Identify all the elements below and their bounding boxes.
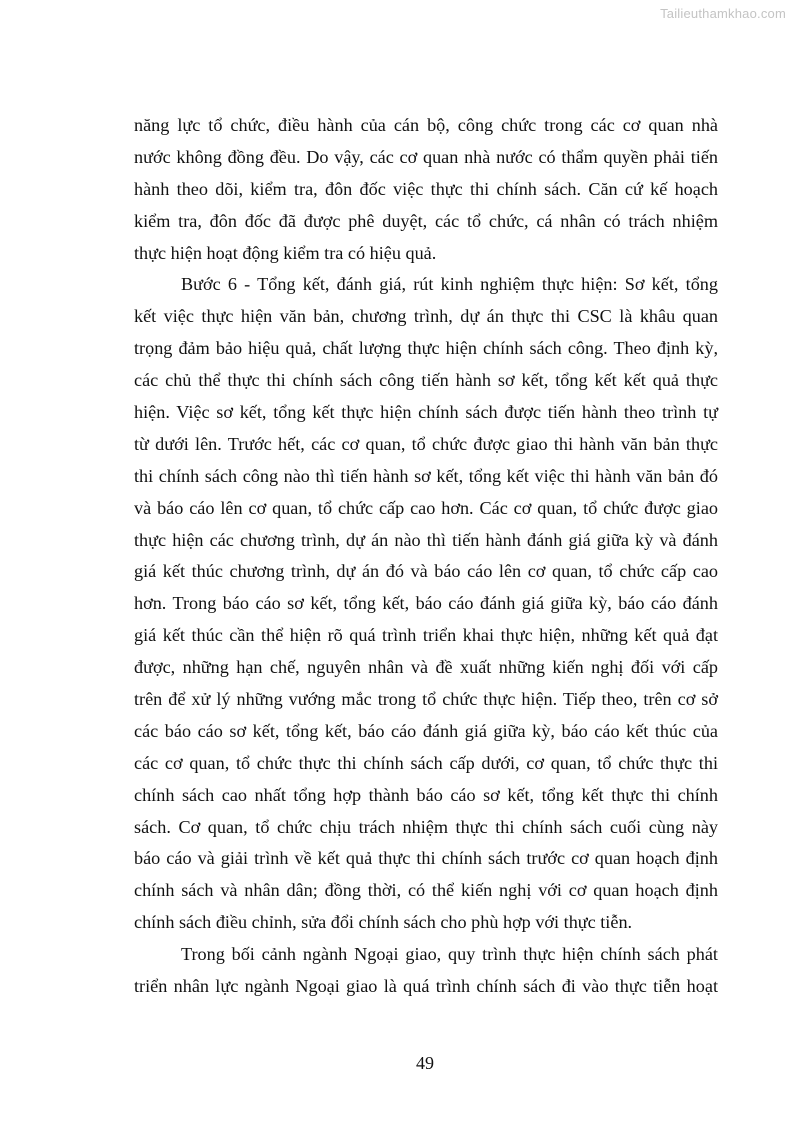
text-line: các cơ quan, tổ chức thực thi chính sách cấp dưới, cơ quan, tổ chức thực thi (134, 752, 718, 773)
text-line: các chủ thể thực thi chính sách công tiến hành sơ kết, tổng kết kết quả thực (134, 370, 718, 391)
text-line: triển nhân lực ngành Ngoại giao là quá trình chính sách đi vào thực tiễn hoạt (134, 976, 718, 997)
paragraph-2 (134, 269, 718, 939)
paragraph-3 (134, 939, 718, 1003)
text-line: hiện. Việc sơ kết, tổng kết thực hiện chính sách được tiến hành theo trình tự (134, 402, 718, 423)
text-line: nước không đồng đều. Do vậy, các cơ quan nhà nước có thẩm quyền phải tiến (134, 146, 718, 167)
text-line: trọng đảm bảo hiệu quả, chất lượng thực hiện chính sách công. Theo định kỳ, (134, 338, 718, 359)
text-line: chính sách và nhân dân; đồng thời, có thể kiến nghị với cơ quan hoạch định (134, 880, 718, 901)
text-line: trên để xử lý những vướng mắc trong tổ chức thực hiện. Tiếp theo, trên cơ sở (134, 689, 718, 710)
text-line: hơn. Trong báo cáo sơ kết, tổng kết, báo cáo đánh giá giữa kỳ, báo cáo đánh (134, 593, 718, 614)
text-line: giá kết thúc cần thể hiện rõ quá trình triển khai thực hiện, những kết quả đạt (134, 625, 718, 646)
text-line: chính sách cao nhất tổng hợp thành báo cáo sơ kết, tổng kết thực thi chính (134, 784, 718, 805)
paragraph-1 (134, 110, 718, 269)
text-line: báo cáo và giải trình về kết quả thực thi chính sách trước cơ quan hoạch định (134, 848, 718, 869)
document-body (134, 110, 718, 1003)
text-line: các báo cáo sơ kết, tổng kết, báo cáo đánh giá giữa kỳ, báo cáo kết thúc của (134, 720, 718, 741)
text-line: thi chính sách công nào thì tiến hành sơ kết, tổng kết việc thi hành văn bản đó (134, 465, 718, 486)
text-line: thực hiện hoạt động kiểm tra có hiệu quả. (134, 242, 437, 263)
text-line: sách. Cơ quan, tổ chức chịu trách nhiệm thực thi chính sách cuối cùng này (134, 816, 718, 837)
text-line: chính sách điều chỉnh, sửa đổi chính sách cho phù hợp với thực tiễn. (134, 912, 633, 933)
text-line: thực hiện các chương trình, dự án nào thì tiến hành đánh giá giữa kỳ và đánh (134, 529, 718, 550)
text-line: năng lực tổ chức, điều hành của cán bộ, công chức trong các cơ quan nhà (134, 115, 718, 135)
watermark-text: Tailieuthamkhao.com (660, 6, 786, 21)
text-line: Trong bối cảnh ngành Ngoại giao, quy trình thực hiện chính sách phát (181, 944, 718, 965)
page-number: 49 (416, 1053, 434, 1073)
text-line: được, những hạn chế, nguyên nhân và đề xuất những kiến nghị đối với cấp (134, 657, 718, 678)
text-line: giá kết thúc chương trình, dự án đó và báo cáo lên cơ quan, tổ chức cấp cao (134, 561, 718, 582)
text-line: hành theo dõi, kiểm tra, đôn đốc việc thực thi chính sách. Căn cứ kế hoạch (134, 178, 718, 199)
text-line: Bước 6 - Tổng kết, đánh giá, rút kinh nghiệm thực hiện: Sơ kết, tổng (181, 274, 718, 295)
text-line: và báo cáo lên cơ quan, tổ chức cấp cao hơn. Các cơ quan, tổ chức được giao (134, 497, 718, 518)
text-line: kết việc thực hiện văn bản, chương trình, dự án thực thi CSC là khâu quan (134, 306, 718, 327)
text-line: kiểm tra, đôn đốc đã được phê duyệt, các tổ chức, cá nhân có trách nhiệm (134, 210, 718, 231)
text-line: từ dưới lên. Trước hết, các cơ quan, tổ chức được giao thi hành văn bản thực (134, 433, 718, 454)
